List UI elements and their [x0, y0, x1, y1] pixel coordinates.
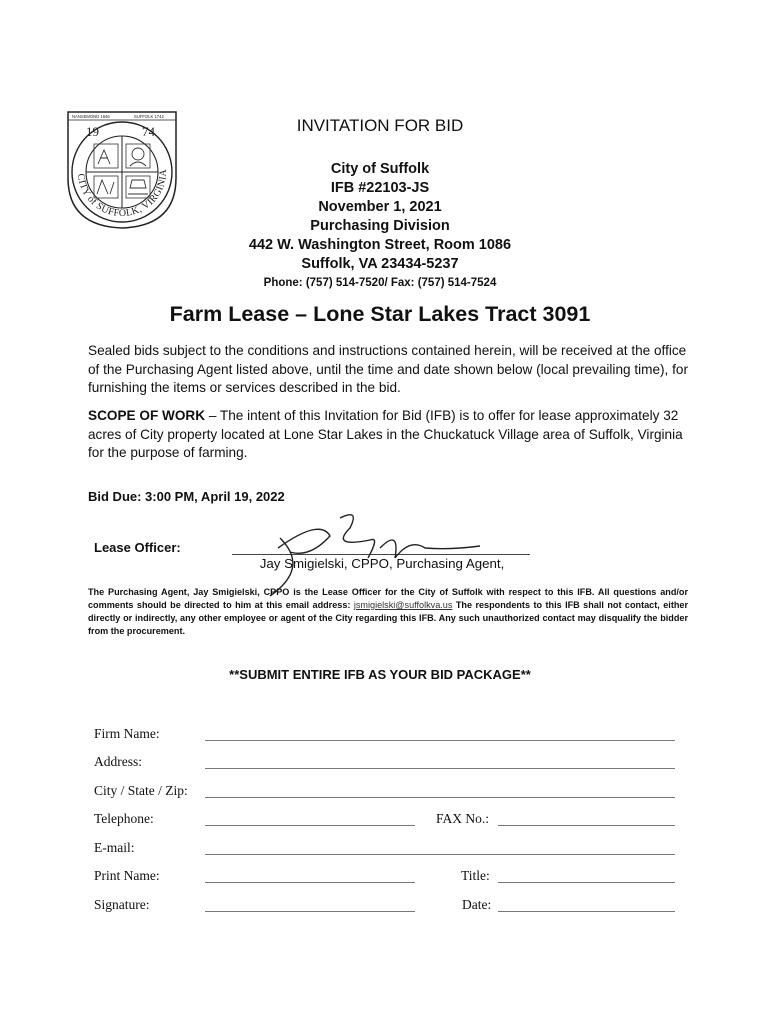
email-label: E-mail: — [94, 840, 135, 855]
address-field[interactable] — [205, 768, 675, 769]
issuer-block — [200, 160, 560, 292]
firm-name-label: Firm Name: — [94, 726, 160, 741]
telephone-field[interactable] — [205, 825, 415, 826]
scope-text: – The intent of this Invitation for Bid (IFB) is to offer for lease approximately 32 acres of City property located at Lone Star Lakes in the Chuckatuck Village area of Suffolk, Virginia for the purpose of farming. — [88, 408, 683, 460]
fax-label: FAX No.: — [436, 811, 490, 826]
seal-year-left: 19 — [86, 124, 99, 139]
lease-officer-label: Lease Officer: — [94, 540, 181, 555]
date-field[interactable] — [498, 911, 675, 912]
title-label: Title: — [461, 868, 490, 883]
seal-year-right: 74 — [142, 124, 155, 139]
lease-officer-name: Jay Smigielski, CPPO, Purchasing Agent, — [259, 556, 505, 571]
seal-top-right-text: SUFFOLK 1742 — [134, 114, 164, 119]
signature-label: Signature: — [94, 897, 150, 912]
notice-text-end: The respondents to this IFB shall not contact, either directly or indirectly, any other employee or agent of the City regarding this IFB. Any such unauthorized contact may disqualify the bidder from the procurement. — [88, 600, 688, 636]
city-state-zip-field[interactable] — [205, 797, 675, 798]
intro-paragraph: Sealed bids subject to the conditions and instructions contained herein, will be received at the office of the Purchasing Agent listed above, until the time and date shown below (local prevailing time), for furnishing the items or services described in the bid. — [88, 343, 688, 395]
date-label: Date: — [462, 897, 492, 912]
phone-fax: Phone: (757) 514-7520/ Fax: (757) 514-7524 — [263, 277, 497, 289]
issue-date: November 1, 2021 — [318, 199, 442, 215]
city-state-zip-label: City / State / Zip: — [94, 783, 188, 798]
division-name: Purchasing Division — [310, 218, 450, 234]
lease-officer-notice — [88, 586, 688, 638]
officer-email-link[interactable]: jsmigielski@suffolkva.us — [353, 600, 453, 610]
scope-paragraph — [88, 407, 688, 463]
firm-name-field[interactable] — [205, 740, 675, 741]
city-seal — [64, 108, 180, 230]
handwritten-signature — [250, 508, 490, 598]
fax-field[interactable] — [498, 825, 675, 826]
print-name-label: Print Name: — [94, 868, 160, 883]
seal-ring-text: CITY of SUFFOLK, VIRGINIA — [74, 168, 170, 220]
submit-note: **SUBMIT ENTIRE IFB AS YOUR BID PACKAGE** — [229, 667, 531, 682]
address-label: Address: — [94, 754, 142, 769]
signature-field[interactable] — [205, 911, 415, 912]
street-address: 442 W. Washington Street, Room 1086 — [248, 237, 512, 253]
city-state-zip: Suffolk, VA 23434-5237 — [301, 256, 459, 272]
project-title: Farm Lease – Lone Star Lakes Tract 3091 — [169, 302, 591, 326]
scope-label: SCOPE OF WORK — [88, 408, 206, 423]
organization-name: City of Suffolk — [330, 161, 430, 177]
document-title: INVITATION FOR BID — [296, 116, 464, 135]
notice-text-start: The Purchasing Agent, Jay Smigielski, CPPO is the Lease Officer for the City of Suffolk with respect to this IFB. All questions and/or comments should be directed to him at this email address: — [88, 587, 688, 610]
telephone-label: Telephone: — [94, 811, 154, 826]
seal-top-left-text: NANSEMOND 1646 — [72, 114, 110, 119]
bid-due: Bid Due: 3:00 PM, April 19, 2022 — [88, 489, 285, 504]
ifb-number: IFB #22103-JS — [330, 180, 430, 196]
print-name-field[interactable] — [205, 882, 415, 883]
email-field[interactable] — [205, 854, 675, 855]
title-field[interactable] — [498, 882, 675, 883]
